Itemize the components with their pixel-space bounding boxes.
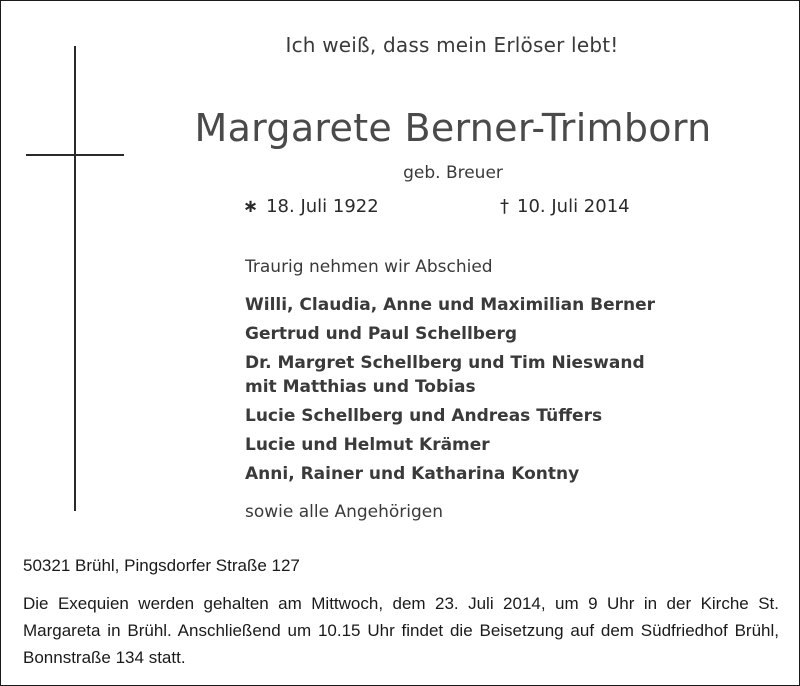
mourner-item: Willi, Claudia, Anne und Maximilian Berner	[245, 295, 656, 315]
mourner-item-line1: Dr. Margret Schellberg und Tim Nieswand	[245, 353, 645, 373]
deceased-name: Margarete Berner-Trimborn	[194, 106, 712, 150]
dagger-icon: †	[500, 196, 509, 217]
mourners-list	[245, 293, 655, 491]
death-date-group	[500, 196, 630, 217]
mourning-closing: sowie alle Angehörigen	[245, 502, 444, 522]
mourner-item: Gertrud und Paul Schellberg	[245, 324, 518, 344]
mourner-item: Lucie Schellberg und Andreas Tüffers	[245, 406, 603, 426]
birth-name: geb. Breuer	[403, 163, 503, 183]
death-date: 10. Juli 2014	[517, 196, 630, 217]
mourning-intro: Traurig nehmen wir Abschied	[245, 257, 493, 277]
birth-date-group	[243, 196, 379, 217]
birth-date: 18. Juli 1922	[266, 196, 379, 217]
motto-text: Ich weiß, dass mein Erlöser lebt!	[285, 33, 619, 57]
cross-icon-bar	[26, 154, 124, 156]
address-line: 50321 Brühl, Pingsdorfer Straße 127	[23, 556, 300, 575]
service-info: Die Exequien werden gehalten am Mittwoch, dem 23. Juli 2014, um 9 Uhr in der Kirche St. Margareta in Brühl. Anschließend um 10.15 Uhr findet die Beisetzung auf dem Südfriedhof Brühl, Bonnstraße 134 statt.	[23, 594, 779, 667]
cross-icon	[74, 46, 76, 511]
mourner-item	[245, 351, 655, 399]
mourner-item: Anni, Rainer und Katharina Kontny	[245, 464, 580, 484]
mourner-item-line2: mit Matthias und Tobias	[245, 377, 476, 397]
mourner-item: Lucie und Helmut Krämer	[245, 435, 490, 455]
asterisk-icon: ∗	[243, 196, 259, 217]
